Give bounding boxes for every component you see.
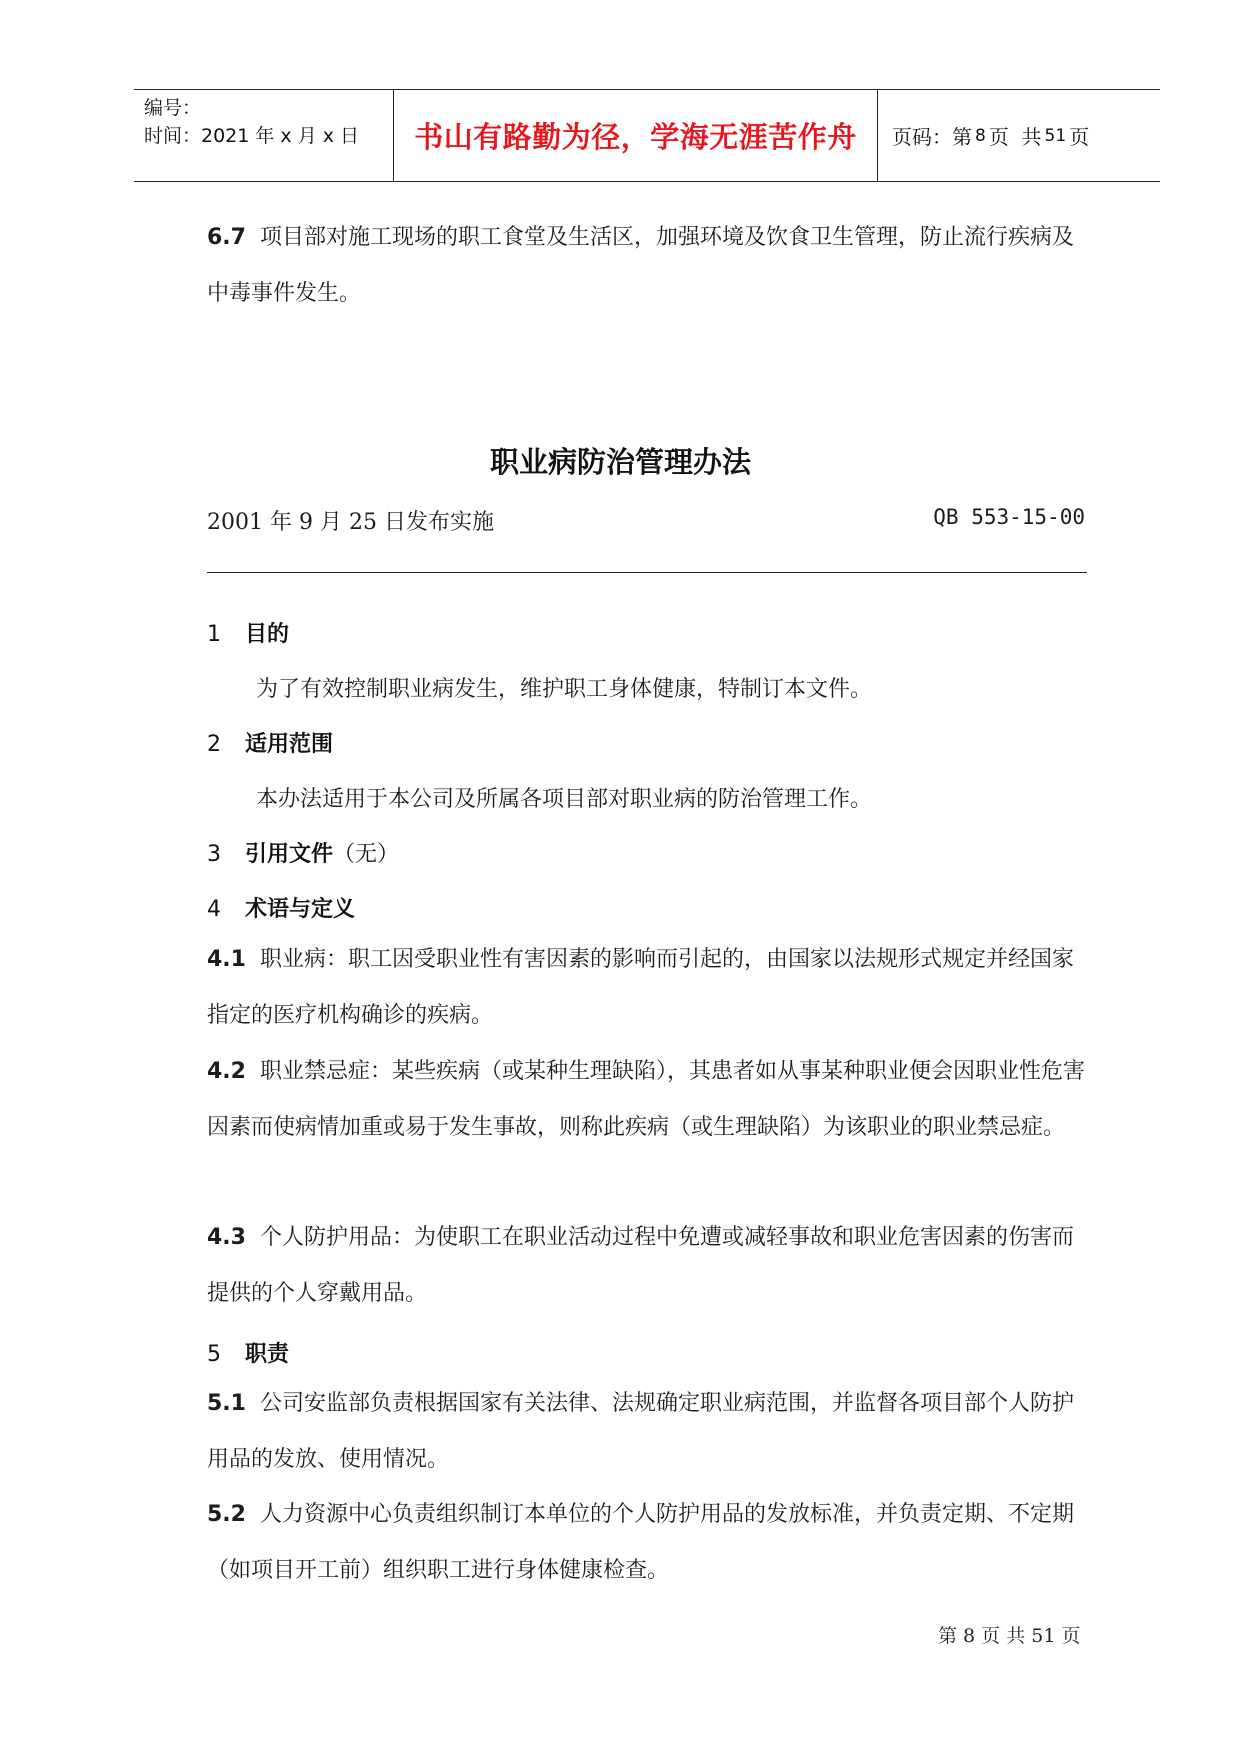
- section-1-body: 为了有效控制职业病发生，维护职工身体健康，特制订本文件。: [256, 677, 873, 702]
- issue-date: 2001 年 9 月 25 日发布实施: [207, 510, 494, 535]
- clause-4-2-text: 职业禁忌症：某些疾病（或某种生理缺陷），其患者如从事某种职业便会因职业性危害因素而使病情加重或易于发生事故，则称此疾病（或生理缺陷）为该职业的职业禁忌症。: [207, 1059, 1085, 1140]
- clause-5-2-text: 人力资源中心负责组织制订本单位的个人防护用品的发放标准，并负责定期、不定期（如项目开工前）组织职工进行身体健康检查。: [207, 1502, 1074, 1583]
- document-code: QB 553-15-00: [933, 505, 1085, 529]
- header-rule: [207, 572, 1087, 573]
- page-footer: 第 8 页 共 51 页: [938, 1625, 1081, 1647]
- section-5-heading: [207, 1337, 289, 1368]
- section-2-number: 2: [207, 732, 221, 757]
- section-3-number: 3: [207, 842, 221, 867]
- clause-4-3-text: 个人防护用品：为使职工在职业活动过程中免遭或减轻事故和职业危害因素的伤害而提供的个人穿戴用品。: [207, 1225, 1074, 1306]
- section-4-title: 术语与定义: [245, 896, 356, 922]
- section-1-number: 1: [207, 622, 221, 647]
- section-4-heading: [207, 892, 355, 923]
- clause-4-1-text: 职业病：职工因受职业性有害因素的影响而引起的，由国家以法规形式规定并经国家指定的医疗机构确诊的疾病。: [207, 947, 1074, 1028]
- section-3-note: （无）: [333, 842, 400, 867]
- header-time-label: 时间：2021 年 x 月 x 日: [144, 125, 360, 147]
- clause-5-1-number: 5.1: [207, 1391, 246, 1416]
- page-header: [134, 89, 1160, 182]
- clause-4-2: [207, 1044, 1087, 1156]
- document-title: 职业病防治管理办法: [489, 445, 751, 479]
- clause-4-3: [207, 1210, 1087, 1322]
- section-5-title: 职责: [245, 1341, 290, 1367]
- header-page-cell: [878, 90, 1160, 181]
- intro-text: 项目部对施工现场的职工食堂及生活区，加强环境及饮食卫生管理，防止流行疾病及中毒事件发生。: [207, 225, 1074, 306]
- section-2-body: 本办法适用于本公司及所属各项目部对职业病的防治管理工作。: [256, 787, 873, 812]
- issue-line: [207, 505, 1085, 536]
- clause-5-1: [207, 1376, 1087, 1488]
- header-page-mid: 页 共: [988, 125, 1042, 149]
- section-5-number: 5: [207, 1342, 221, 1367]
- clause-5-1-text: 公司安监部负责根据国家有关法律、法规确定职业病范围，并监督各项目部个人防护用品的发放、使用情况。: [207, 1391, 1074, 1472]
- intro-number: 6.7: [207, 225, 246, 250]
- header-page-prefix: 页码：第: [892, 125, 972, 149]
- clause-4-2-number: 4.2: [207, 1059, 246, 1084]
- header-motto-cell: [394, 90, 878, 181]
- section-1-title: 目的: [245, 621, 290, 647]
- section-3-title: 引用文件: [245, 841, 334, 867]
- section-3-heading: [207, 837, 399, 868]
- header-page-total: 51: [1044, 125, 1067, 146]
- header-page-current: 8: [975, 125, 986, 146]
- clause-5-2-number: 5.2: [207, 1502, 246, 1527]
- section-2-heading: [207, 727, 333, 758]
- section-2-title: 适用范围: [245, 731, 334, 757]
- header-meta-cell: [134, 90, 394, 181]
- clause-5-2: [207, 1487, 1087, 1599]
- clause-4-1: [207, 932, 1087, 1044]
- clause-4-1-number: 4.1: [207, 947, 246, 972]
- intro-paragraph: [207, 210, 1087, 322]
- clause-4-3-number: 4.3: [207, 1225, 246, 1250]
- section-1-heading: [207, 617, 289, 648]
- header-motto: 书山有路勤为径，学海无涯苦作舟: [414, 120, 857, 154]
- header-page-suffix: 页: [1069, 125, 1090, 149]
- section-4-number: 4: [207, 897, 221, 922]
- header-number-label: 编号：: [144, 97, 202, 119]
